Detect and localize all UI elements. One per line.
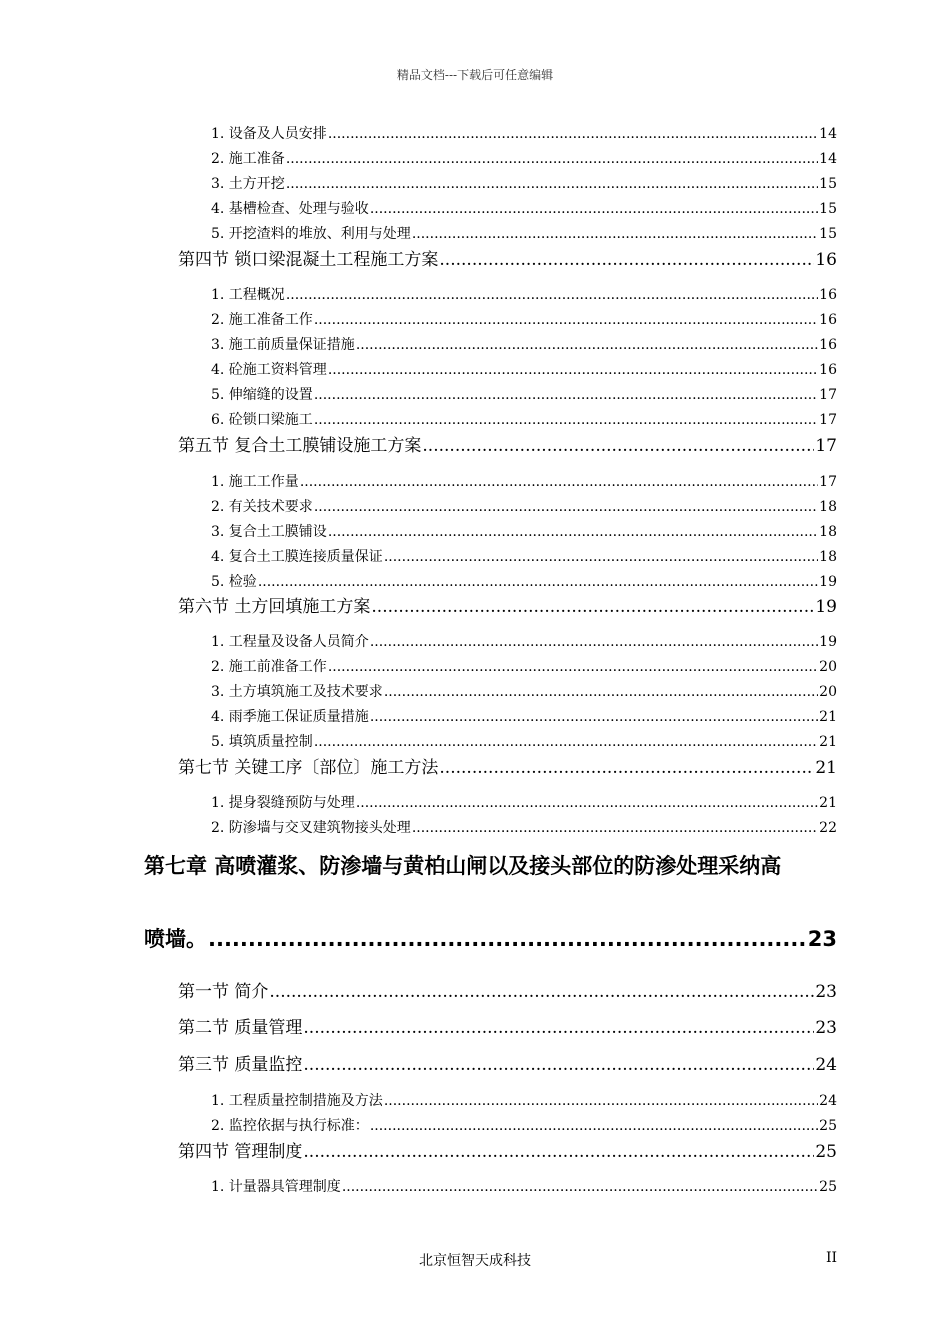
toc-entry-title: 1. 工程概况 — [211, 287, 285, 303]
toc-entry-page: 16 — [819, 337, 837, 353]
toc-entry[interactable] — [178, 431, 837, 455]
toc-entry-title: 第五节 复合土工膜铺设施工方案 — [178, 436, 422, 455]
toc-entry-page: 17 — [819, 412, 837, 428]
toc-entry[interactable] — [211, 123, 837, 143]
toc-entry[interactable] — [211, 284, 837, 304]
toc-leader-dots — [384, 684, 818, 700]
toc-entry-title: 4. 基槽检查、处理与验收 — [211, 201, 369, 217]
toc-entry-title: 喷墙。 — [144, 927, 207, 951]
toc-entry-page: 25 — [815, 1142, 837, 1161]
toc-entry-title: 3. 土方填筑施工及技术要求 — [211, 684, 383, 700]
toc-entry-title: 6. 砼锁口梁施工 — [211, 412, 313, 428]
toc-entry-page: 23 — [815, 982, 837, 1001]
toc-entry-title: 1. 工程质量控制措施及方法 — [211, 1093, 383, 1109]
toc-leader-dots — [208, 927, 807, 951]
toc-entry[interactable] — [144, 850, 837, 880]
toc-entry-page: 14 — [819, 151, 837, 167]
toc-leader-dots — [314, 312, 818, 328]
toc-entry-page: 15 — [819, 201, 837, 217]
toc-leader-dots — [370, 709, 818, 725]
toc-entry[interactable] — [211, 521, 837, 541]
toc-leader-dots — [286, 176, 818, 192]
toc-leader-dots — [356, 337, 818, 353]
toc-entry-title: 2. 有关技术要求 — [211, 499, 313, 515]
toc-entry-page: 19 — [815, 597, 837, 616]
toc-entry-title: 5. 开挖渣料的堆放、利用与处理 — [211, 226, 411, 242]
toc-leader-dots — [328, 126, 818, 142]
toc-leader-dots — [300, 474, 818, 490]
toc-entry-page: 16 — [815, 250, 837, 269]
toc-leader-dots — [370, 201, 818, 217]
toc-leader-dots — [314, 499, 818, 515]
toc-entry-title: 第四节 锁口梁混凝土工程施工方案 — [178, 250, 439, 269]
toc-entry-page: 25 — [819, 1179, 837, 1195]
toc-entry[interactable] — [211, 817, 837, 837]
toc-entry-page: 19 — [819, 634, 837, 650]
toc-entry-page: 21 — [819, 795, 837, 811]
toc-leader-dots — [286, 287, 818, 303]
toc-leader-dots — [269, 982, 814, 1001]
toc-entry-title: 第七章 高喷灌浆、防渗墙与黄柏山闸以及接头部位的防渗处理采纳高 — [144, 854, 782, 878]
toc-entry-title: 1. 施工工作量 — [211, 474, 299, 490]
toc-entry[interactable] — [211, 706, 837, 726]
toc-entry-title: 3. 施工前质量保证措施 — [211, 337, 355, 353]
toc-entry-title: 1. 设备及人员安排 — [211, 126, 327, 142]
toc-entry-page: 15 — [819, 176, 837, 192]
toc-entry-page: 20 — [819, 684, 837, 700]
toc-entry[interactable] — [178, 245, 837, 269]
toc-entry[interactable] — [211, 496, 837, 516]
toc-leader-dots — [303, 1055, 814, 1074]
toc-entry[interactable] — [211, 681, 837, 701]
toc-entry[interactable] — [178, 1137, 837, 1161]
toc-entry-title: 第二节 质量管理 — [178, 1018, 303, 1037]
toc-entry-title: 3. 复合土工膜铺设 — [211, 524, 327, 540]
toc-entry-page: 16 — [819, 362, 837, 378]
footer-company: 北京恒智天成科技 — [419, 1253, 531, 1269]
toc-entry-title: 5. 检验 — [211, 574, 257, 590]
toc-entry-page: 18 — [819, 524, 837, 540]
toc-leader-dots — [314, 387, 818, 403]
toc-entry-page: 16 — [819, 312, 837, 328]
toc-entry-page: 14 — [819, 126, 837, 142]
footer-page-number: II — [826, 1250, 838, 1266]
toc-entry-page: 17 — [815, 436, 837, 455]
toc-entry-title: 5. 伸缩缝的设置 — [211, 387, 313, 403]
toc-entry[interactable] — [211, 656, 837, 676]
toc-entry-title: 1. 提身裂缝预防与处理 — [211, 795, 355, 811]
toc-entry-page: 23 — [807, 927, 837, 951]
toc-entry-page: 16 — [819, 287, 837, 303]
toc-entry-title: 5. 填筑质量控制 — [211, 734, 313, 750]
toc-entry-title: 第六节 土方回填施工方案 — [178, 597, 371, 616]
toc-entry[interactable] — [211, 334, 837, 354]
toc-entry[interactable] — [178, 753, 837, 777]
toc-leader-dots — [356, 795, 818, 811]
toc-entry[interactable] — [211, 1090, 837, 1110]
toc-entry-title: 2. 监控依据与执行标准： — [211, 1118, 369, 1134]
toc-entry[interactable] — [211, 409, 837, 429]
page-header: 精品文档---下载后可任意编辑 — [396, 68, 554, 82]
toc-leader-dots — [286, 151, 818, 167]
toc-entry-page: 21 — [815, 758, 837, 777]
toc-entry[interactable] — [211, 309, 837, 329]
toc-entry-page: 20 — [819, 659, 837, 675]
toc-entry-page: 23 — [815, 1018, 837, 1037]
toc-entry-page: 17 — [819, 387, 837, 403]
toc-leader-dots — [303, 1018, 814, 1037]
toc-entry[interactable] — [211, 359, 837, 379]
toc-entry-page: 19 — [819, 574, 837, 590]
toc-entry-page: 25 — [819, 1118, 837, 1134]
toc-entry[interactable] — [211, 792, 837, 812]
toc-leader-dots — [314, 734, 818, 750]
toc-entry-title: 4. 雨季施工保证质量措施 — [211, 709, 369, 725]
toc-entry-page: 24 — [819, 1093, 837, 1109]
toc-entry[interactable] — [211, 1176, 837, 1196]
toc-leader-dots — [328, 659, 818, 675]
toc-leader-dots — [384, 1093, 818, 1109]
toc-entry-page: 21 — [819, 734, 837, 750]
toc-leader-dots — [328, 362, 818, 378]
toc-entry-page: 21 — [819, 709, 837, 725]
toc-entry-title: 2. 施工准备 — [211, 151, 285, 167]
toc-entry-title: 第七节 关键工序〔部位〕施工方法 — [178, 758, 439, 777]
toc-entry-page: 17 — [819, 474, 837, 490]
toc-entry-title: 2. 施工前准备工作 — [211, 659, 327, 675]
toc-entry-title: 2. 防渗墙与交叉建筑物接头处理 — [211, 820, 411, 836]
toc-entry[interactable] — [211, 471, 837, 491]
toc-entry[interactable] — [211, 1115, 837, 1135]
toc-leader-dots — [370, 634, 818, 650]
toc-entry-page: 18 — [819, 499, 837, 515]
toc-entry-title: 第三节 质量监控 — [178, 1055, 303, 1074]
toc-entry-title: 1. 计量器具管理制度 — [211, 1179, 341, 1195]
toc-leader-dots — [258, 574, 818, 590]
toc-entry[interactable] — [178, 592, 837, 616]
toc-entry-title: 4. 砼施工资料管理 — [211, 362, 327, 378]
toc-entry[interactable] — [178, 977, 837, 1001]
toc-entry[interactable] — [211, 148, 837, 168]
toc-entry[interactable] — [178, 1013, 837, 1037]
toc-entry[interactable] — [144, 923, 837, 953]
toc-entry-title: 第四节 管理制度 — [178, 1142, 303, 1161]
toc-leader-dots — [412, 226, 818, 242]
toc-entry[interactable] — [178, 1050, 837, 1074]
toc-entry-title: 第一节 简介 — [178, 982, 269, 1001]
toc-entry[interactable] — [211, 384, 837, 404]
toc-entry[interactable] — [211, 223, 837, 243]
toc-leader-dots — [384, 549, 818, 565]
toc-entry-title: 2. 施工准备工作 — [211, 312, 313, 328]
toc-entry-title: 1. 工程量及设备人员简介 — [211, 634, 369, 650]
toc-leader-dots — [412, 820, 818, 836]
toc-leader-dots — [342, 1179, 818, 1195]
toc-entry[interactable] — [211, 546, 837, 566]
toc-entry-page: 18 — [819, 549, 837, 565]
toc-leader-dots — [439, 758, 814, 777]
toc-entry-page: 15 — [819, 226, 837, 242]
toc-entry[interactable] — [211, 198, 837, 218]
toc-entry[interactable] — [211, 173, 837, 193]
toc-entry[interactable] — [211, 731, 837, 751]
toc-entry-page: 24 — [815, 1055, 837, 1074]
toc-entry-page: 22 — [819, 820, 837, 836]
toc-entry[interactable] — [211, 631, 837, 651]
toc-leader-dots — [422, 436, 814, 455]
toc-leader-dots — [303, 1142, 814, 1161]
toc-entry-title: 4. 复合土工膜连接质量保证 — [211, 549, 383, 565]
toc-entry[interactable] — [211, 571, 837, 591]
toc-leader-dots — [370, 1118, 818, 1134]
toc-leader-dots — [439, 250, 814, 269]
toc-leader-dots — [314, 412, 818, 428]
toc-entry-title: 3. 土方开挖 — [211, 176, 285, 192]
toc-leader-dots — [328, 524, 818, 540]
toc-leader-dots — [371, 597, 814, 616]
